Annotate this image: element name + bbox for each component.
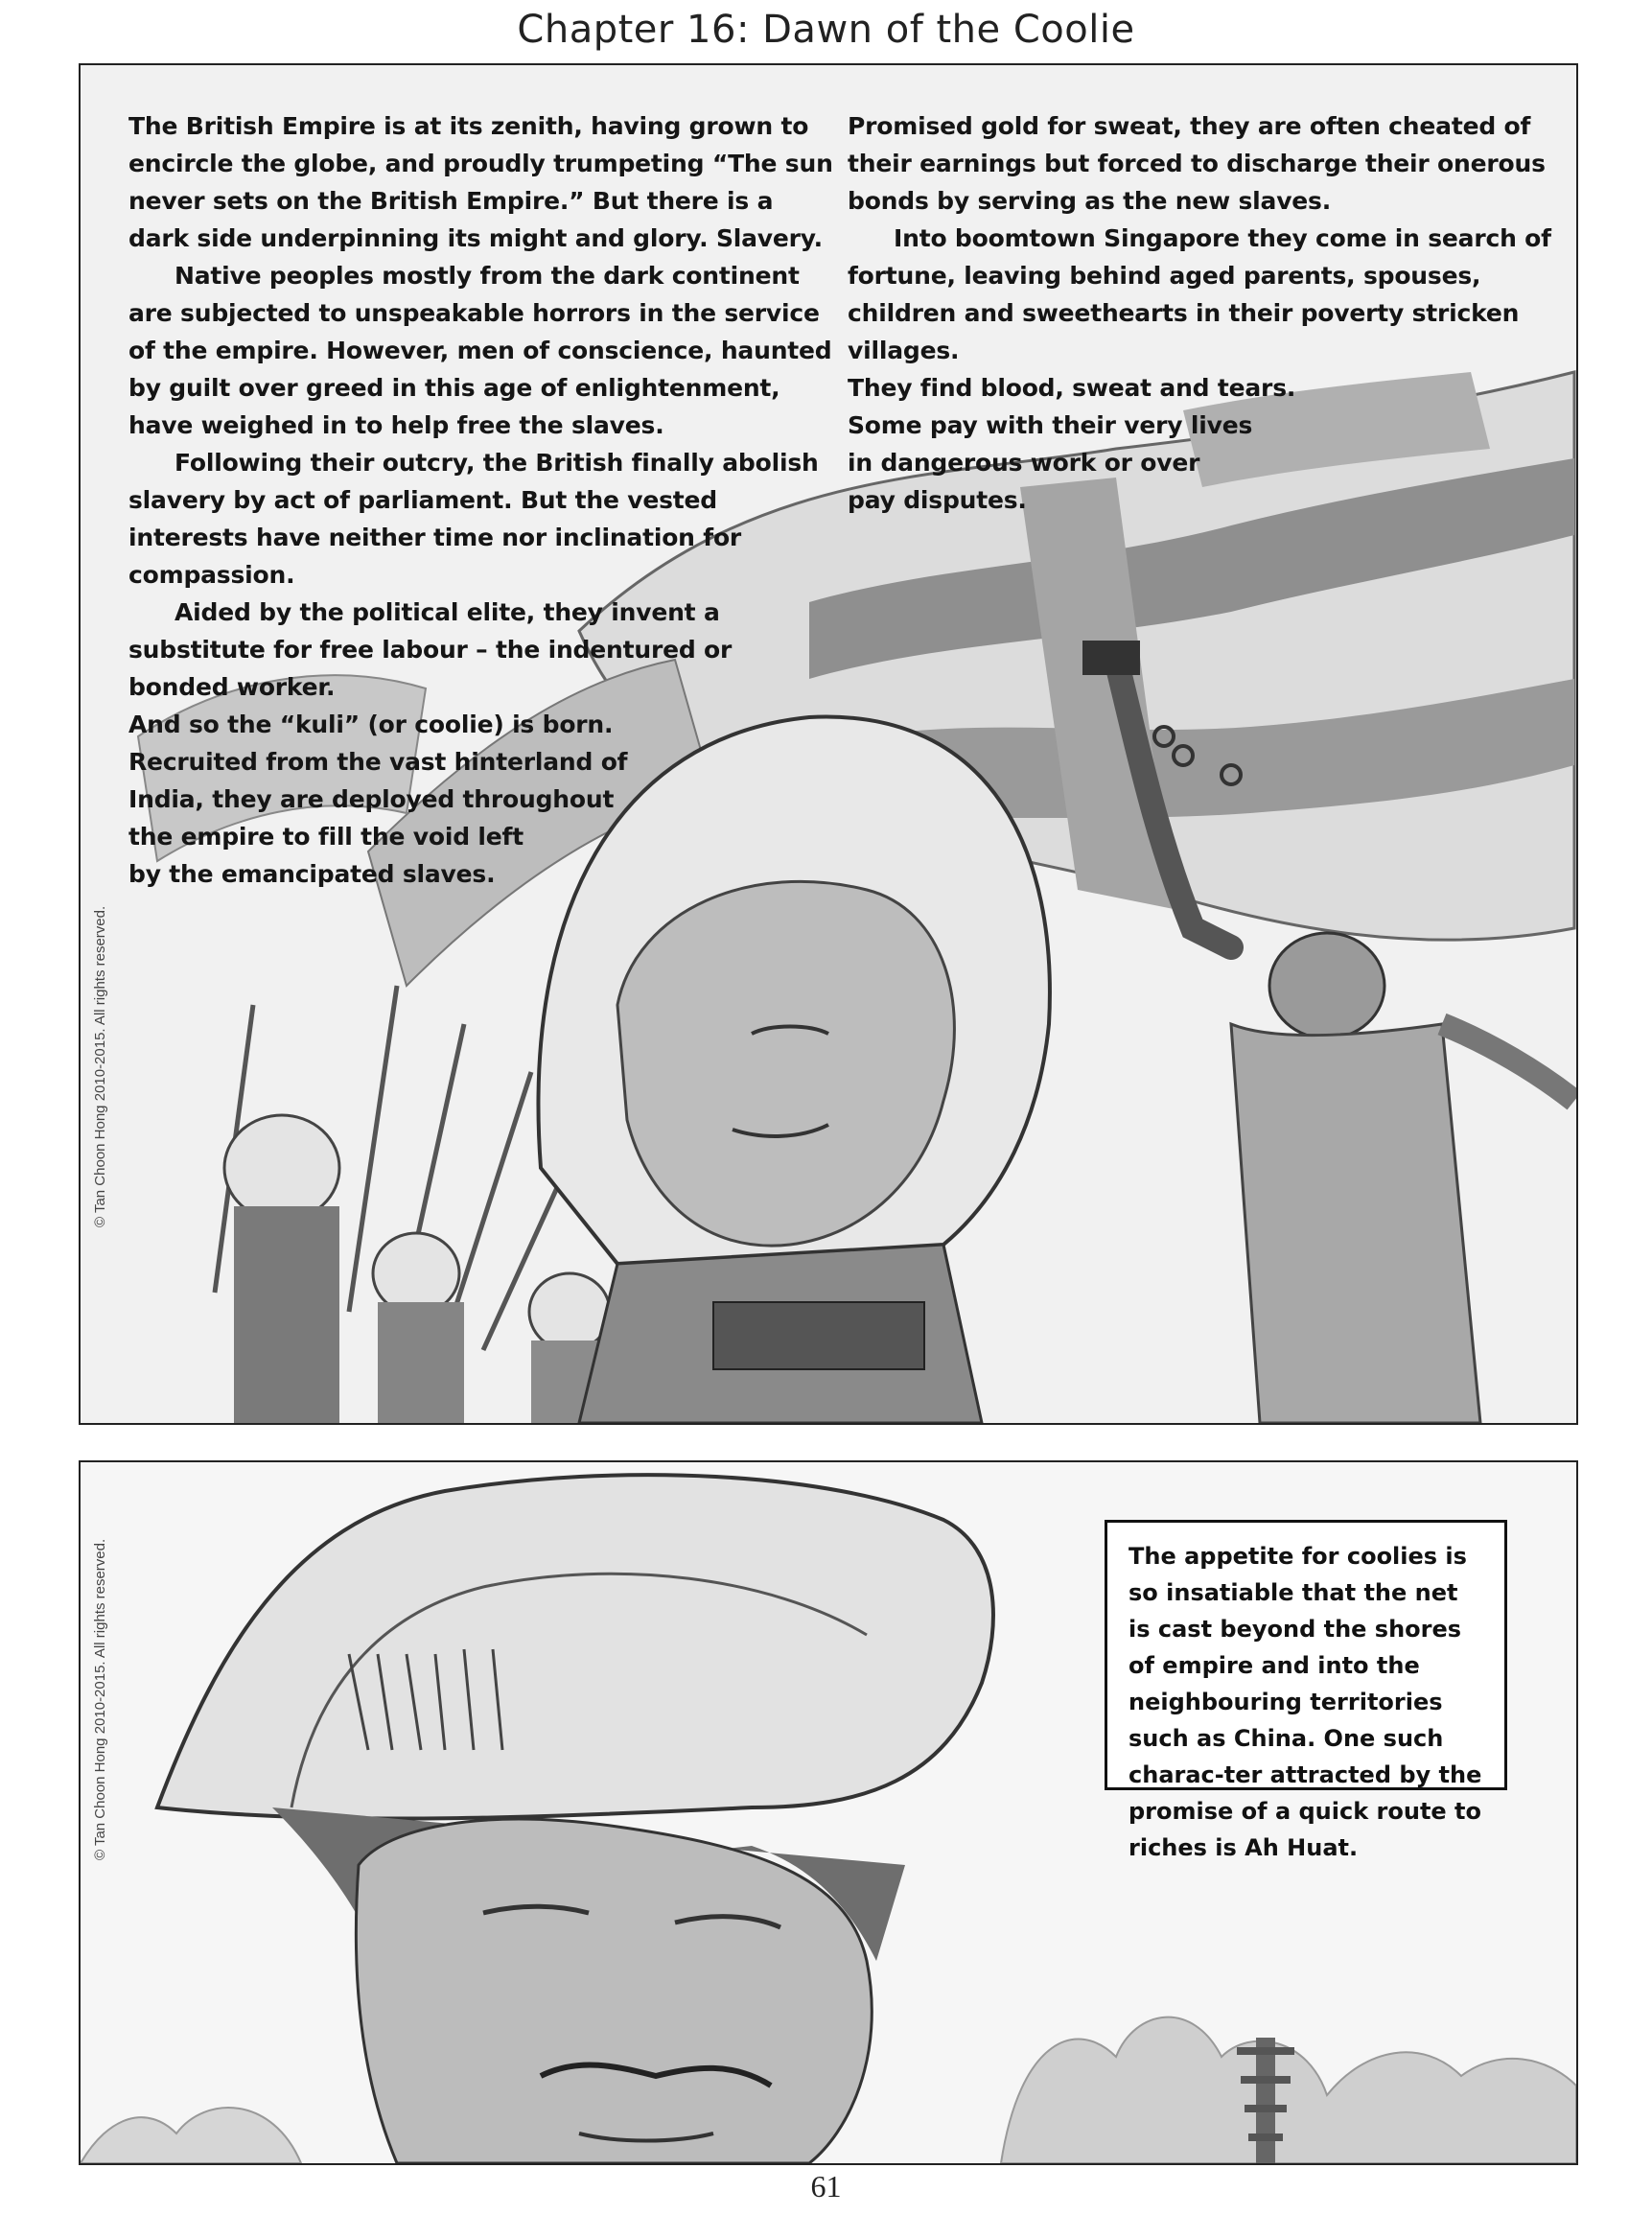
- narration-line: pay disputes.: [848, 486, 1027, 514]
- narration-right: [848, 107, 1576, 519]
- comic-panel-bottom: [79, 1460, 1578, 2165]
- narration-line: They find blood, sweat and tears.: [848, 374, 1296, 402]
- narration-line: by the emancipated slaves.: [128, 860, 496, 888]
- page-number: 61: [810, 2169, 842, 2203]
- copyright-notice: © Tan Choon Hong 2010-2015. All rights reserved.: [92, 1538, 108, 1860]
- chapter-title: Chapter 16: Dawn of the Coolie: [517, 8, 1135, 52]
- narration-paragraph: Aided by the political elite, they invent a substitute for free labour – the indentured or bonded worker.: [128, 598, 733, 701]
- narration-paragraph: Native peoples mostly from the dark continent are subjected to unspeakable horrors in the service of the empire. However, men of conscience, haunted by guilt over greed in this age of enlightenment, have weighed in to help free the slaves.: [128, 262, 832, 439]
- comic-panel-top: [79, 63, 1578, 1425]
- narration-line: in dangerous work or over: [848, 449, 1200, 477]
- narration-line: And so the “kuli” (or coolie) is born.: [128, 711, 614, 738]
- narration-line: the empire to fill the void left: [128, 823, 524, 851]
- narration-paragraph: Following their outcry, the British finally abolish slavery by act of parliament. But the vested interests have neither time nor inclination for compassion.: [128, 449, 819, 589]
- narration-box: The appetite for coolies is so insatiable that the net is cast beyond the shores of empire and into the neighbouring territories such as China. One such charac-ter attracted by the promise of a quick route to riches is Ah Huat.: [1105, 1520, 1507, 1790]
- narration-left: [128, 107, 838, 893]
- narration-paragraph: Into boomtown Singapore they come in search of fortune, leaving behind aged parents, spouses, children and sweethearts in their poverty stricken villages.: [848, 224, 1551, 364]
- copyright-notice: © Tan Choon Hong 2010-2015. All rights reserved.: [92, 905, 108, 1227]
- narration-line: Some pay with their very lives: [848, 411, 1253, 439]
- narration-line: India, they are deployed throughout: [128, 785, 615, 813]
- narration-line: Recruited from the vast hinterland of: [128, 748, 628, 776]
- narration-paragraph: The British Empire is at its zenith, having grown to encircle the globe, and proudly trumpeting “The sun never sets on the British Empire.” But there is a dark side underpinning its might and glory. Slavery.: [128, 112, 833, 252]
- narration-paragraph: Promised gold for sweat, they are often cheated of their earnings but forced to discharge their onerous bonds by serving as the new slaves.: [848, 112, 1546, 215]
